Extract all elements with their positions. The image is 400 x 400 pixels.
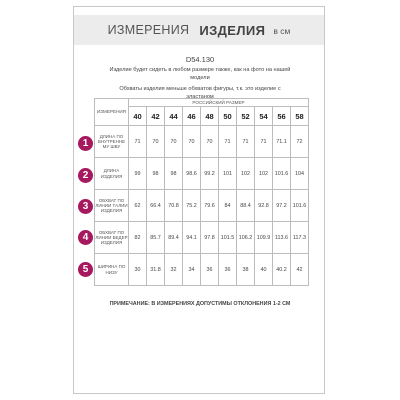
size-header-cell: 54 [255, 107, 273, 126]
measurement-value: 71 [255, 126, 273, 158]
measurement-value: 66.4 [147, 190, 165, 222]
measurement-value: 36 [219, 254, 237, 286]
measurement-value: 117.3 [291, 222, 309, 254]
row-number-badge: 4 [78, 230, 93, 245]
row-number-badge: 3 [78, 199, 93, 214]
measurement-value: 102 [237, 158, 255, 190]
title-band [74, 15, 324, 45]
measurement-value: 70 [183, 126, 201, 158]
measurement-value: 32 [165, 254, 183, 286]
measurement-label: ОБХВАТ ПО ЛИНИИ ТАЛИИ ИЗДЕЛИЯ [95, 190, 129, 222]
measurement-value: 101.6 [291, 190, 309, 222]
fit-note [0, 67, 400, 82]
measurement-value: 40 [255, 254, 273, 286]
measurement-value: 101 [219, 158, 237, 190]
size-header-cell: 42 [147, 107, 165, 126]
measurement-value: 98 [147, 158, 165, 190]
measurement-value: 62 [129, 190, 147, 222]
measurement-value: 101.5 [219, 222, 237, 254]
measurement-value: 97.2 [273, 190, 291, 222]
measurement-value: 97.8 [201, 222, 219, 254]
measurement-value: 99.2 [201, 158, 219, 190]
measurement-row [95, 222, 309, 254]
measurement-row [95, 158, 309, 190]
row-number-badge: 1 [78, 136, 93, 151]
measurements-header: ИЗМЕРЕНИЯ [95, 99, 129, 126]
size-header-cell: 46 [183, 107, 201, 126]
measurement-label: ДЛИНА ИЗДЕЛИЯ [95, 158, 129, 190]
size-header-cell: 40 [129, 107, 147, 126]
measurement-value: 94.1 [183, 222, 201, 254]
row-number-badge: 2 [78, 168, 93, 183]
size-header-cell: 52 [237, 107, 255, 126]
measurement-value: 88.4 [237, 190, 255, 222]
measurement-value: 70 [201, 126, 219, 158]
measurement-value: 71.1 [273, 126, 291, 158]
measurement-row [95, 254, 309, 286]
measurement-label: ШИРИНА ПО НИЗУ [95, 254, 129, 286]
measurement-value: 70 [165, 126, 183, 158]
tolerance-note: ПРИМЕЧАНИЕ: В ИЗМЕРЕНИЯХ ДОПУСТИМЫ ОТКЛОНЕНИЯ 1-2 СМ [109, 301, 291, 307]
size-header-cell: 48 [201, 107, 219, 126]
size-header-cell: 58 [291, 107, 309, 126]
title-product: ИЗДЕЛИЯ [199, 22, 266, 38]
russian-size-caption: РОССИЙСКИЙ РАЗМЕР [129, 99, 309, 107]
measurement-value: 98 [165, 158, 183, 190]
measurement-value: 113.6 [273, 222, 291, 254]
measurement-value: 42 [291, 254, 309, 286]
fit-note-line-1: Изделие будет сидеть в любом размере также, как на фото на нашей [109, 67, 291, 73]
measurement-value: 79.6 [201, 190, 219, 222]
measurement-value: 75.2 [183, 190, 201, 222]
measurement-value: 72 [291, 126, 309, 158]
measurement-value: 99 [129, 158, 147, 190]
measurement-value: 34 [183, 254, 201, 286]
measurement-value: 85.7 [147, 222, 165, 254]
measurement-value: 70 [147, 126, 165, 158]
measurement-value: 109.9 [255, 222, 273, 254]
size-table [94, 98, 309, 286]
measurement-label: ДЛИНА ПО ВНУТРЕННЕ МУ ШВУ [95, 126, 129, 158]
measurement-value: 30 [129, 254, 147, 286]
measurement-value: 89.4 [165, 222, 183, 254]
measurement-value: 70.8 [165, 190, 183, 222]
measurement-value: 106.2 [237, 222, 255, 254]
size-header-cell: 50 [219, 107, 237, 126]
measurement-value: 102 [255, 158, 273, 190]
size-header-cell: 56 [273, 107, 291, 126]
measurement-value: 71 [237, 126, 255, 158]
elastane-note-line-1: Обхваты изделия меньше обхватов фигуры, т.к. это изделие с [119, 86, 281, 92]
measurement-value: 71 [129, 126, 147, 158]
measurement-value: 31.8 [147, 254, 165, 286]
measurement-value: 92.8 [255, 190, 273, 222]
row-number-badge: 5 [78, 262, 93, 277]
measurement-value: 104 [291, 158, 309, 190]
article-code: D54.130 [185, 55, 215, 64]
elastane-note-line-2: эластаном [186, 93, 214, 100]
measurement-label: ОБХВАТ ПО ЛИНИИ БЕДЕР ИЗДЕЛИЯ [95, 222, 129, 254]
measurement-value: 36 [201, 254, 219, 286]
measurement-value: 71 [219, 126, 237, 158]
measurement-value: 82 [129, 222, 147, 254]
fit-note-line-2: модели [190, 74, 210, 81]
title-measurements: ИЗМЕРЕНИЯ [107, 23, 190, 37]
measurement-value: 38 [237, 254, 255, 286]
measurement-value: 98.6 [183, 158, 201, 190]
measurement-row [95, 126, 309, 158]
title-unit: в см [273, 26, 291, 36]
measurement-value: 84 [219, 190, 237, 222]
measurement-value: 101.6 [273, 158, 291, 190]
size-header-cell: 44 [165, 107, 183, 126]
measurement-value: 40.2 [273, 254, 291, 286]
measurement-row [95, 190, 309, 222]
